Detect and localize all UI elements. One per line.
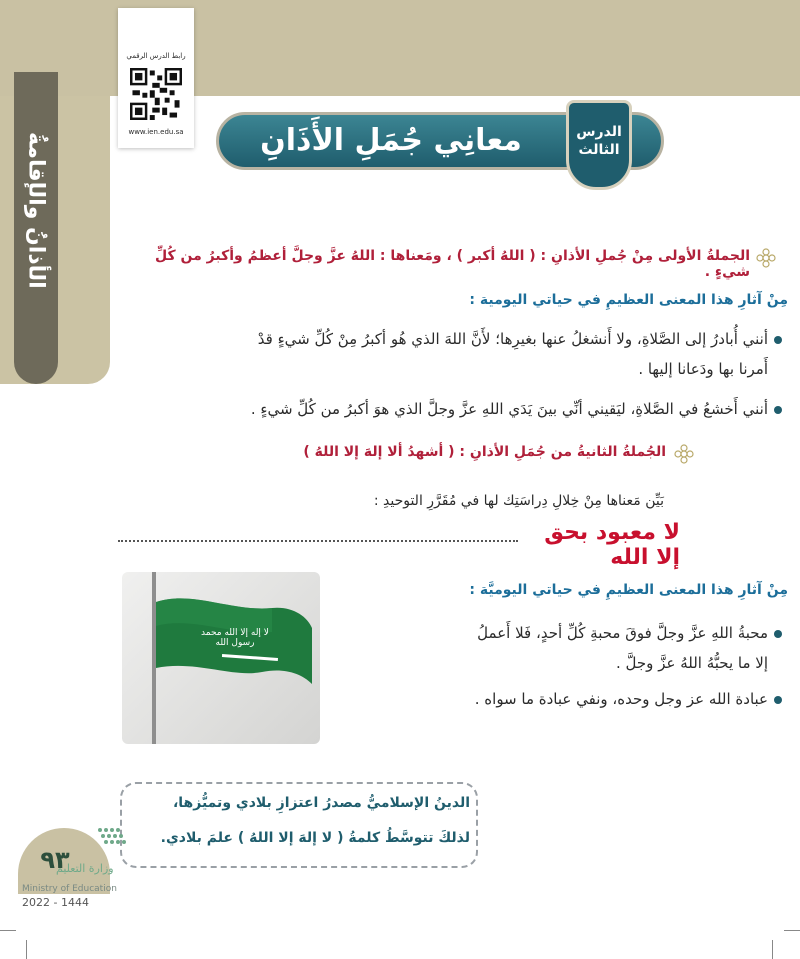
- ministry-name-english: Ministry of Education: [22, 884, 117, 894]
- list-item: محبةُ اللهِ عزَّ وجلَّ فوقَ محبةِ كُلِّ أحدٍ، فَلا أَعملُ: [477, 624, 768, 642]
- list-item-continued: إلا ما يحبُّهُ اللهُ عزَّ وجلَّ .: [616, 654, 768, 672]
- handwritten-answer: لا معبود بحق إلا الله: [544, 520, 680, 570]
- page-number: ٩٣: [40, 846, 70, 874]
- unit-title: الأذانُ والإقامةُ: [23, 131, 49, 289]
- answer-prompt: بَيِّن مَعناها مِنْ خِلالِ دِراسَتِك لها في مُقَرَّرِ التوحيدِ :: [373, 493, 664, 509]
- lesson-title: معانِي جُمَلِ الأَذَانِ: [260, 122, 522, 158]
- list-item-continued: أَمرنا بها ودَعانا إليها .: [638, 360, 768, 378]
- flag-illustration: [122, 572, 320, 744]
- effects-heading-one: مِنْ آثارِ هذا المعنى العظيمِ في حياتي اليومية :: [469, 292, 788, 308]
- qr-label: رابط الدرس الرقمي: [126, 52, 186, 60]
- edition-year: 2022 - 1444: [22, 896, 89, 909]
- saudi-flag-photo: [122, 572, 320, 744]
- bullet-icon: [774, 406, 782, 414]
- qr-url[interactable]: www.ien.edu.sa: [128, 128, 184, 136]
- ministry-name-arabic: وزارة التعليم: [56, 862, 114, 875]
- flag-inscription: لا إله إلا الله محمد رسول الله: [201, 628, 269, 648]
- qr-code-icon[interactable]: [130, 68, 182, 120]
- lesson-badge-number: الثالث: [578, 142, 620, 158]
- flower-icon: [756, 248, 776, 268]
- crop-mark: [0, 930, 16, 931]
- list-item: عبادة الله عز وجل وحده، ونفي عبادة ما سواه .: [474, 690, 768, 708]
- lesson-badge-label: الدرس: [576, 124, 622, 140]
- sentence-one: الجملةُ الأولى مِنْ جُملِ الأذانِ : ( اللهُ أكبر ) ، ومَعناها : اللهُ عزَّ وجلَّ أعظمُ وأكبرُ من كُلِّ شيءٍ .: [155, 248, 750, 280]
- bullet-icon: [774, 696, 782, 704]
- list-item: أنني أُبادرُ إلى الصَّلاةِ، ولا أَنشغلُ عنها بغيرِها؛ لأَنَّ اللهَ الذي هُو أكبرُ مِنْ كُلِّ شيءٍ قدْ: [257, 330, 768, 348]
- list-item: أنني أَخشعُ في الصَّلاةِ، ليَقيني أنِّي بينَ يَدَي اللهِ عزَّ وجلَّ الذي هوَ أكبرُ من كُلِّ شيءٍ .: [250, 400, 768, 418]
- answer-line: [118, 540, 518, 542]
- crop-mark: [772, 940, 773, 959]
- note-line-one: الدينُ الإسلاميُّ مصدرُ اعتزازِ بلادي وتميُّزها،: [172, 795, 470, 811]
- sentence-two: الجُملةُ الثانيةُ من جُمَلِ الأذانِ : ( أشهدُ ألا إلهَ إلا اللهُ ): [303, 444, 666, 460]
- crop-mark: [26, 940, 27, 959]
- flower-icon: [674, 444, 694, 464]
- ministry-logo-icon: [96, 826, 136, 860]
- bullet-icon: [774, 630, 782, 638]
- note-line-two: لذلكَ تتوسَّطُ كلمةُ ( لا إلهَ إلا اللهُ ) علمَ بلادي.: [160, 830, 470, 846]
- qr-card[interactable]: [118, 8, 194, 148]
- crop-mark: [784, 930, 800, 931]
- bullet-icon: [774, 336, 782, 344]
- effects-heading-two: مِنْ آثارِ هذا المعنى العظيمِ في حياتي اليوميَّة :: [469, 582, 788, 598]
